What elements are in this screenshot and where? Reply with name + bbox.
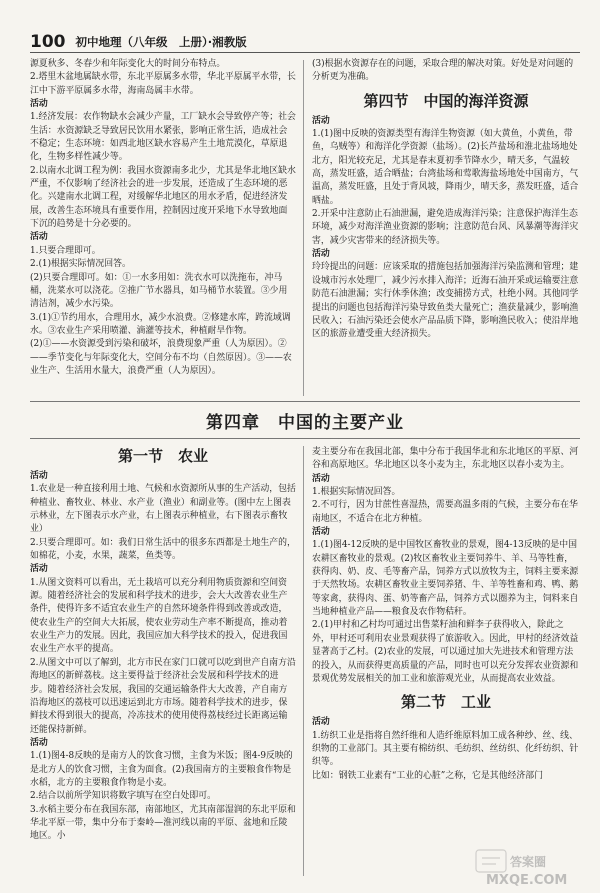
- activity-heading: 活动: [30, 232, 48, 243]
- paragraph: 2.(1)甲村和乙村均可通过出售菜籽油和鲜李子获得收入，除此之外，甲村还可利用农业景观获得了旅游收入。因此，甲村的经济效益显著高于乙村。(2)农业的发展，可以通过加大先进技术和管理方法的投入，从而获得更高质量的产品，同时也可以充分发挥农业资源和景观优势发展相关的加工业和旅游观光业，从而提高农业效益。: [312, 620, 579, 684]
- paragraph: 2.不可行，因为甘蔗性喜湿热，需要高温多雨的气候，主要分布在华南地区，不适合在北方种植。: [312, 500, 578, 524]
- paragraph: 1.只要合理即可。: [30, 245, 101, 256]
- activity-heading: 活动: [30, 471, 48, 481]
- top-left-column: [30, 58, 296, 378]
- svg-text:MXQE.COM: MXQE.COM: [486, 873, 568, 888]
- activity-heading: 活动: [30, 564, 48, 575]
- paragraph: 1.(1)图4-12反映的是中国牧区畜牧业的景观，图4-13反映的是中国农耕区畜牧业的景观。(2)牧区畜牧业主要饲养牛、羊、马等牲畜，获得肉、奶、皮、毛等畜产品，饲养方式以放牧为主，饲料主要来源于天然牧场。农耕区畜牧业主要饲养猪、牛、羊等牲畜和鸡、鸭、鹅等家禽，获得肉、蛋、奶等畜产品，饲养方式以圈养为主，饲料来自当地种植业产品——粮食及农作物秸秆。: [312, 540, 579, 618]
- paragraph: 1.农业是一种直接利用土地、气候和水资源所从事的生产活动，包括种植业、畜牧业、林业、水产业（渔业）和副业等。(图中左上图表示林业，左下图表示水产业，右上图表示种植业，右下图表示畜牧业）: [30, 484, 296, 535]
- paragraph: 2.开采中注意防止石油泄漏，避免造成海洋污染；注意保护海洋生态环境，减少对海洋渔业资源的影响；注意防范台风、风暴潮等海洋灾害，减少灾害带来的经济损失等。: [312, 209, 579, 246]
- paragraph: 1.纺织工业是指将自然纤维和人造纤维原料加工成各种纱、丝、线、织物的工业部门。其主要有棉纺织、毛纺织、丝纺织、化纤纺织、针织等。: [312, 730, 579, 768]
- page-header: [30, 30, 580, 53]
- paragraph: 1.从图文资料可以看出，无土栽培可以充分利用物质资源和空间资源。随着经济社会的发展和科学技术的进步，会大大改善农业生产条件，使得许多不适宜农业生产的自然环境条件得到改善或改造，使农业生产的空间大大拓展，使农业劳动生产率不断提高，推动着农业生产力的发展。因此，我国应加大科学技术的投入，促进我国农业生产水平的提高。: [30, 577, 288, 655]
- column-divider: [303, 446, 304, 876]
- activity-heading: 活动: [312, 115, 330, 126]
- bottom-right-column: [312, 446, 580, 783]
- paragraph: (2)①——水资源受到污染和破坏，浪费现象严重（人为原因）。②——季节变化与年际变化大，空间分布不均（自然原因）。③——农业生产、生活用水量大，浪费严重（人为原因）。: [30, 339, 292, 376]
- section-title: 第四节 中国的海洋资源: [363, 91, 529, 110]
- section-title: 第一节 农业: [117, 447, 208, 465]
- paragraph: 2.结合以前所学知识将数字填写在空白处即可。: [30, 791, 216, 802]
- svg-text:答案圈: 答案圈: [510, 855, 547, 869]
- paragraph: 比如：钢铁工业素有“工业的心脏”之称，它是其他经济部门: [312, 770, 543, 781]
- chapter-title: 第四章 中国的主要产业: [206, 412, 404, 433]
- activity-heading: 活动: [312, 473, 330, 484]
- paragraph: 2.从图文中可以了解到，北方市民在家门口就可以吃到世产自南方沿海地区的新鲜荔枝。这主要得益于经济社会发展和科学技术的进步。随着经济社会发展，我国的交通运输条件大大改善，产自南方沿海地区的荔枝可以迅速运到北方市场。随着科学技术的进步，保鲜技术得到很大的提高，冷冻技术的使用使得荔枝经过长距离运输还能保持新鲜。: [30, 657, 296, 735]
- paragraph: 玲玲提出的问题：应该采取的措施包括加强海洋污染监测和管理；建设城市污水处理厂，减少污水排入海洋；近海石油开采或运输要注意防范石油泄漏；实行休季休渔；改变捕捞方式，杜绝小网。其他同学提出的问题也包括海洋污染导致鱼类大量死亡；渔获量减少，影响渔民收入；石油污染还会使水产品品质下降，影响渔民收入；使沿岸地区的旅游业遭受重大经济损失。: [312, 262, 579, 340]
- paragraph: 3.水稻主要分布在我国东部，南部地区，尤其南部湿润的东北平原和华北平原一带，集中分布于秦岭—淮河线以南的平原、盆地和丘陵地区。小: [30, 804, 296, 842]
- paragraph: 源夏秋多、冬春少和年际变化大的时间分布特点。: [30, 59, 226, 69]
- page-number: 100: [30, 32, 66, 52]
- paragraph: 1.经济发展：农作物缺水会减少产量，工厂缺水会导致停产等；社会生活：水资源缺乏导致居民饮用水紧张，影响正常生活，造成社会不稳定；生态环境：如西北地区缺水容易产生土地荒漠化，草原退化，生物多样性减少等。: [30, 112, 296, 163]
- paragraph: (2)只要合理即可。如：①一水多用如：洗衣水可以洗拖布，冲马桶，洗菜水可以浇花。②推广节水器具，如马桶节水装置。③少用清洁剂，减少水污染。: [30, 272, 288, 310]
- paragraph: 麦主要分布在我国北部，集中分布于我国华北和东北地区的平原、河谷和高原地区。华北地区以冬小麦为主，东北地区以春小麦为主。: [312, 447, 579, 471]
- section-title: 第二节 工业: [400, 693, 491, 712]
- activity-heading: 活动: [312, 717, 330, 728]
- bottom-left-column: [30, 446, 296, 844]
- paragraph: 3.(1)①节约用水，合理用水，减少水浪费。②修建水库，跨流域调水。③农业生产采用喷灌、滴灌等技术，种植耐旱作物。: [30, 312, 291, 336]
- book-title: 初中地理（八年级 上册）·湘教版: [75, 35, 247, 49]
- paragraph: 1.(1)图4-8反映的是南方人的饮食习惯，主食为米饭；图4-9反映的是北方人的饮食习惯，主食为面食。(2)我国南方的主要粮食作物是水稻，北方的主要粮食作物是小麦。: [30, 751, 293, 788]
- paragraph: 1.根据实际情况回答。: [312, 487, 401, 498]
- paragraph: (3)根据水资源存在的问题，采取合理的解决对策。好处是对问题的分析更为准确。: [312, 59, 574, 83]
- paragraph: 2.塔里木盆地属缺水带，东北平原属多水带，华北平原属平水带，长江中下游平原属多水带，海南岛属丰水带。: [30, 72, 296, 96]
- paragraph: 2.(1)根据实际情况回答。: [30, 259, 131, 270]
- column-divider: [303, 60, 304, 396]
- paragraph: 1.(1)图中反映的资源类型有海洋生物资源（如大黄鱼，小黄鱼，带鱼，乌贼等）和海洋化学资源（盐场）。(2)长芦盐场和淮北盐场地处北方，阳光较充足，尤其是春末夏初季节降水少，晴天多，气温较高，蒸发旺盛，适合晒盐；台湾盐场和莺歌海盐场地处中国南方，气温高，蒸发旺盛，且处于背风坡，降雨少，晴天多，蒸发旺盛，适合晒盐。: [312, 129, 579, 206]
- chapter-banner: [30, 401, 580, 439]
- watermark-logo: [474, 848, 590, 888]
- paragraph: 2.只要合理即可。如：我们日常生活中的很多东西都是土地生产的，如棉花，小麦，水果，蔬菜，鱼类等。: [30, 537, 296, 562]
- activity-heading: 活动: [30, 99, 48, 110]
- top-right-column: [312, 58, 580, 342]
- activity-heading: 活动: [312, 249, 330, 260]
- activity-heading: 活动: [30, 737, 48, 748]
- paragraph: 2.以南水北调工程为例：我国水资源南多北少，尤其是华北地区缺水严重，不仅影响了经济社会的进一步发展，还造成了生态环境的恶化。兴建南水北调工程，对缓解华北地区的用水矛盾，促进经济发展，改善生态环境具有重要作用，控制因过度开采地下水导致地面下沉的趋势是十分必要的。: [30, 165, 296, 230]
- activity-heading: 活动: [312, 527, 330, 538]
